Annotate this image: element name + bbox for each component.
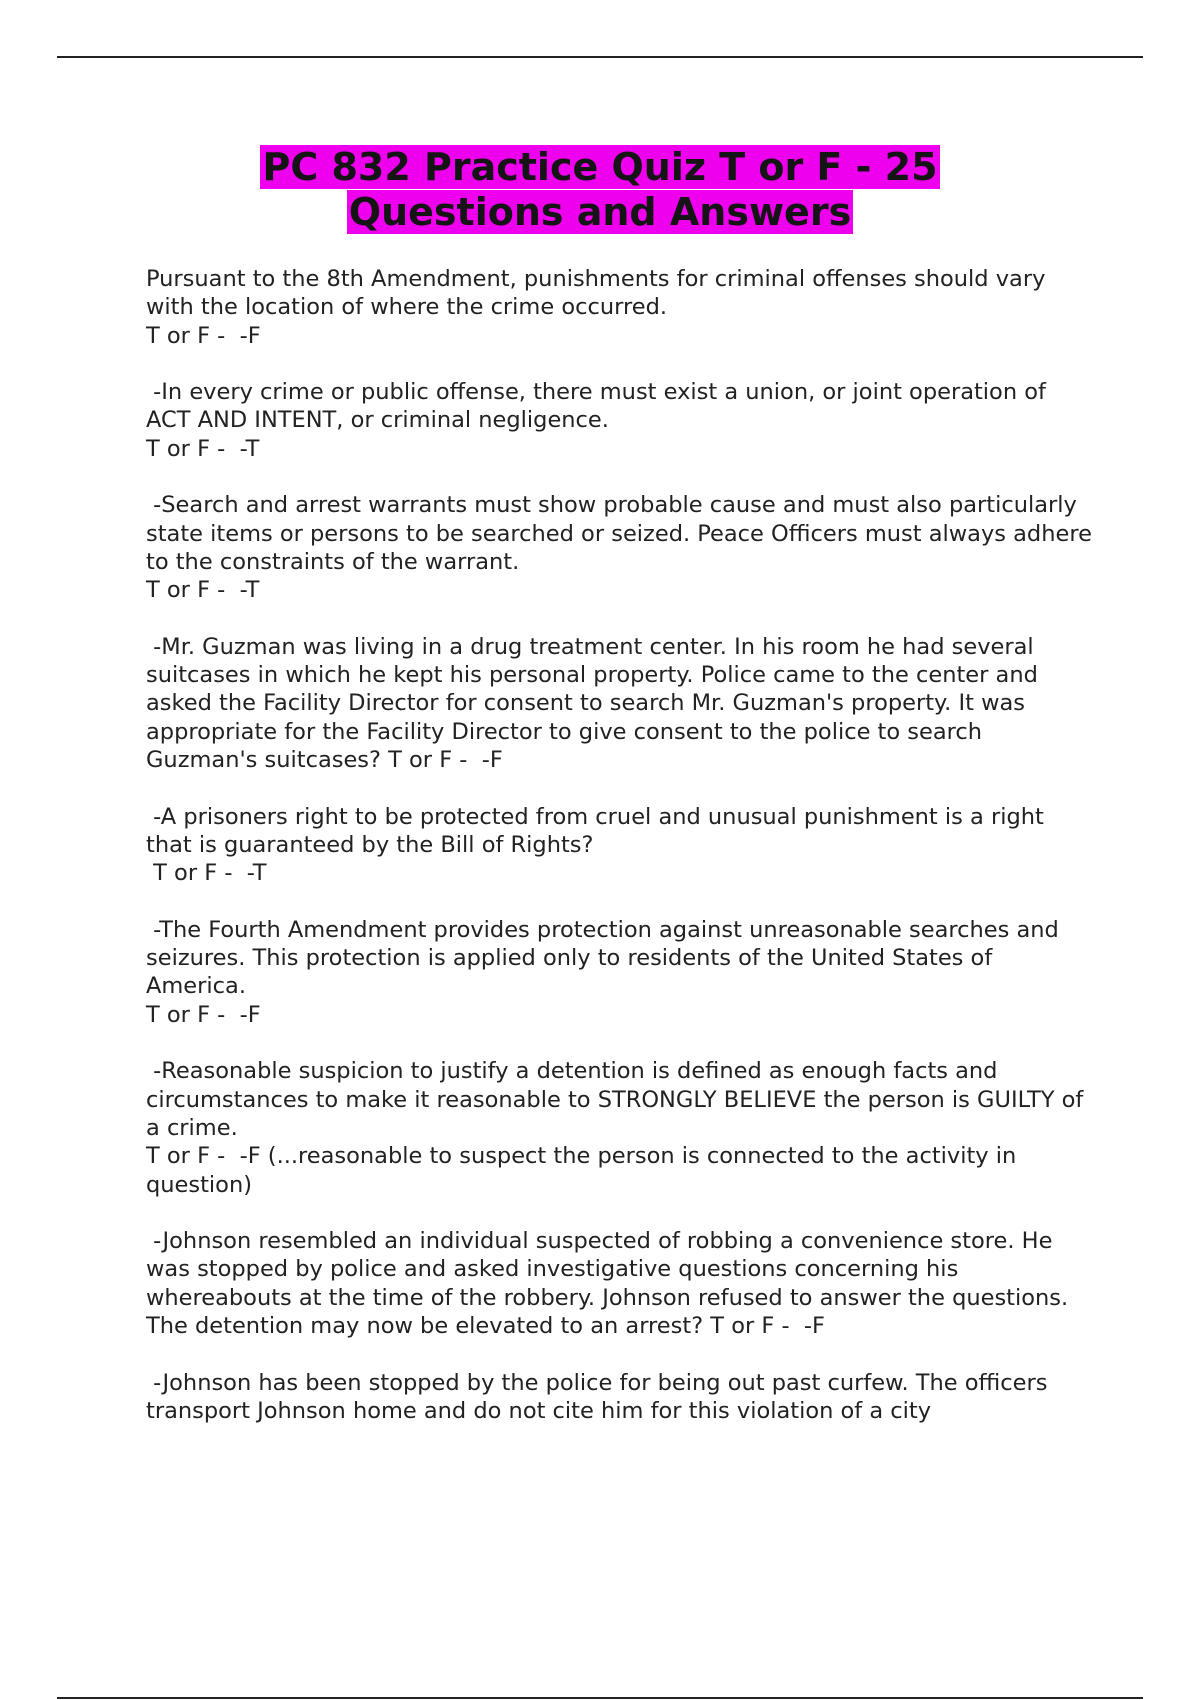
quiz-answer: T or F - -T: [146, 577, 260, 604]
quiz-item: [146, 378, 1096, 463]
quiz-item: [146, 265, 1096, 350]
page-title-line-2: Questions and Answers: [348, 190, 852, 234]
quiz-question: -The Fourth Amendment provides protection against unreasonable searches and seizures. This protection is applied only to residents of the United States of America.: [146, 916, 1059, 1000]
quiz-content: [146, 265, 1096, 1453]
quiz-answer: T or F - -F: [146, 322, 261, 349]
quiz-question: -Mr. Guzman was living in a drug treatment center. In his room he had several suitcases in which he kept his personal property. Police came to the center and asked the Facility Director for consent to search Mr. Guzman's property. It was appropriate for the Facility Director to give consent to the police to search Guzman's suitcases?: [146, 633, 1046, 774]
quiz-question: Pursuant to the 8th Amendment, punishments for criminal offenses should vary with the location of where the crime occurred.: [146, 266, 1046, 321]
quiz-answer: T or F - -F: [710, 1312, 825, 1339]
footer-rule: [57, 1697, 1143, 1699]
quiz-item: [146, 491, 1096, 604]
quiz-item: [146, 803, 1096, 888]
quiz-item: [146, 1057, 1096, 1198]
quiz-answer: T or F - -T: [146, 435, 260, 462]
quiz-item: [146, 633, 1096, 774]
quiz-item: [146, 916, 1096, 1029]
quiz-question: -Search and arrest warrants must show probable cause and must also particularly state items or persons to be searched or seized. Peace Officers must always adhere to the constraints of the warrant.: [146, 492, 1092, 575]
quiz-question: -A prisoners right to be protected from cruel and unusual punishment is a right that is guaranteed by the Bill of Rights?: [146, 803, 1044, 858]
quiz-question: -Reasonable suspicion to justify a detention is defined as enough facts and circumstances to make it reasonable to STRONGLY BELIEVE the person is GUILTY of a crime.: [146, 1058, 1084, 1141]
quiz-question: -Johnson has been stopped by the police for being out past curfew. The officers transport Johnson home and do not cite him for this violation of a city: [146, 1369, 1055, 1424]
quiz-answer: T or F - -F: [388, 747, 503, 774]
quiz-answer: T or F - -F (...reasonable to suspect the person is connected to the activity in question): [146, 1143, 1024, 1198]
page-title-line-1: PC 832 Practice Quiz T or F - 25: [262, 145, 938, 189]
quiz-answer: T or F - -T: [146, 860, 267, 887]
quiz-item: [146, 1369, 1096, 1426]
quiz-answer: T or F - -F: [146, 1001, 261, 1028]
page-title: [0, 145, 1200, 235]
quiz-question: -In every crime or public offense, there must exist a union, or joint operation of ACT AND INTENT, or criminal negligence.: [146, 379, 1046, 434]
quiz-item: [146, 1227, 1096, 1340]
header-rule: [57, 56, 1143, 58]
quiz-question: -Johnson resembled an individual suspected of robbing a convenience store. He was stopped by police and asked investigative questions concerning his whereabouts at the time of the robbery. Johnson refused to answer the questions. The detention may now be elevated to an arrest?: [146, 1228, 1076, 1339]
